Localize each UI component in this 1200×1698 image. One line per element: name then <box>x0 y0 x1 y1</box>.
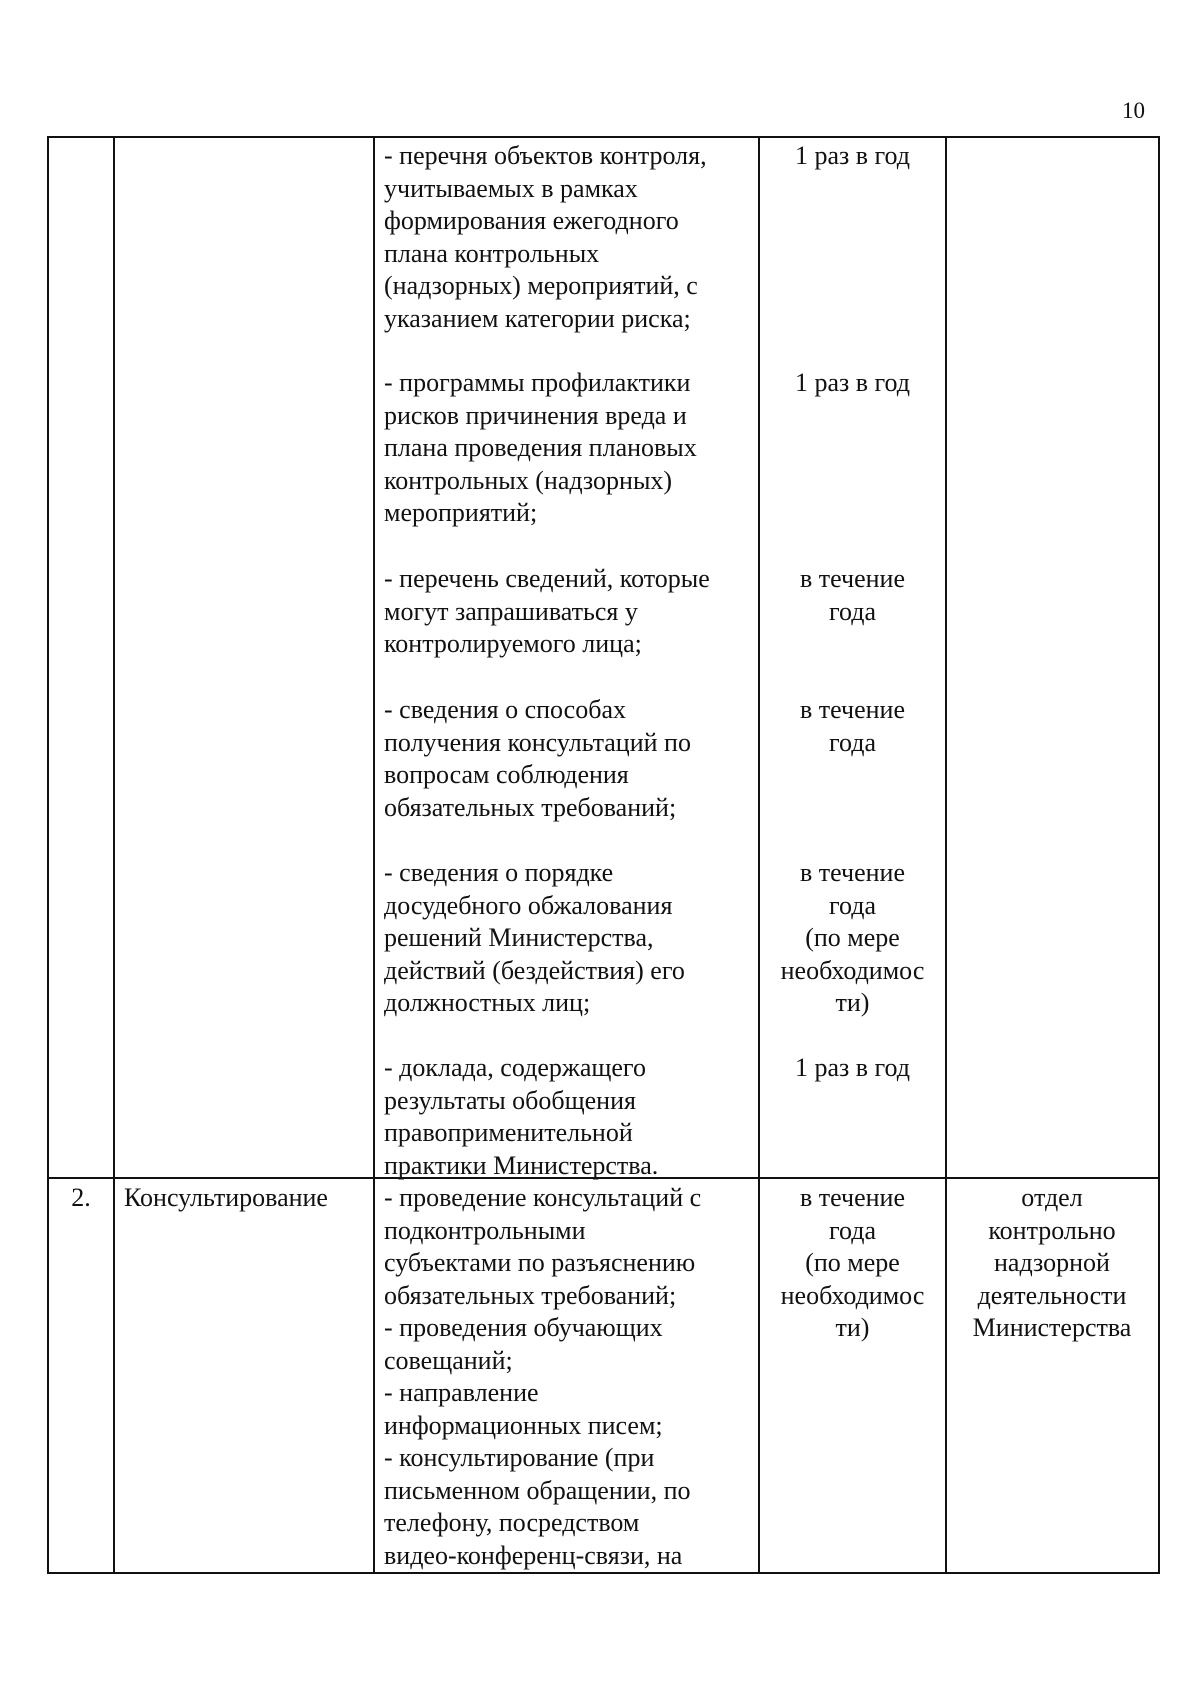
table-border-left <box>47 137 49 1574</box>
table-divider-col3 <box>758 137 760 1574</box>
table-divider-col1 <box>113 137 115 1574</box>
row1-entry5-period: в течение года (по мере необходимос ти) <box>780 858 925 1017</box>
row1-entry6-period: 1 раз в год <box>794 1053 911 1082</box>
table-border-top <box>47 136 1160 138</box>
page-number: 10 <box>1122 98 1145 123</box>
row1-entry6-text: - доклада, содержащего результаты обобщения правоприменительной практики Министерства. <box>384 1053 659 1180</box>
table-divider-col2 <box>373 137 375 1574</box>
row2-responsible: отдел контрольно надзорной деятельности Министерства <box>972 1183 1132 1342</box>
row1-entry2-period: 1 раз в год <box>794 368 911 397</box>
row1-entry4-text: - сведения о способах получения консультаций по вопросам соблюдения обязательных требований; <box>384 695 691 822</box>
row1-entry5-text: - сведения о порядке досудебного обжалования решений Министерства, действий (бездействия) его должностных лиц; <box>384 858 685 1017</box>
row1-entry1-text: - перечня объектов контроля, учитываемых в рамках формирования ежегодного плана контрольных (надзорных) мероприятий, с указанием категории риска; <box>384 141 707 333</box>
row2-period: в течение года (по мере необходимос ти) <box>780 1183 925 1342</box>
row1-entry3-period: в течение года <box>799 564 905 626</box>
row1-entry3-text: - перечень сведений, которые могут запрашиваться у контролируемого лица; <box>384 564 710 658</box>
row1-entry2-text: - программы профилактики рисков причинения вреда и плана проведения плановых контрольных (надзорных) мероприятий; <box>384 368 697 527</box>
table-border-right <box>1158 137 1160 1574</box>
row2-name: Консультирование <box>124 1183 328 1212</box>
row1-entry4-period: в течение года <box>799 695 905 757</box>
row2-number: 2. <box>71 1183 91 1212</box>
row2-content: - проведение консультаций с подконтрольными субъектами по разъяснению обязательных требований; - проведения обучающих совещаний; - направление информационных писем; - консультирование (при письменном обращении, по телефону, посредством видео-конференц-связи, на <box>384 1183 702 1570</box>
table-border-bottom <box>47 1572 1160 1574</box>
row1-entry1-period: 1 раз в год <box>794 141 911 170</box>
table-divider-col4 <box>945 137 947 1574</box>
